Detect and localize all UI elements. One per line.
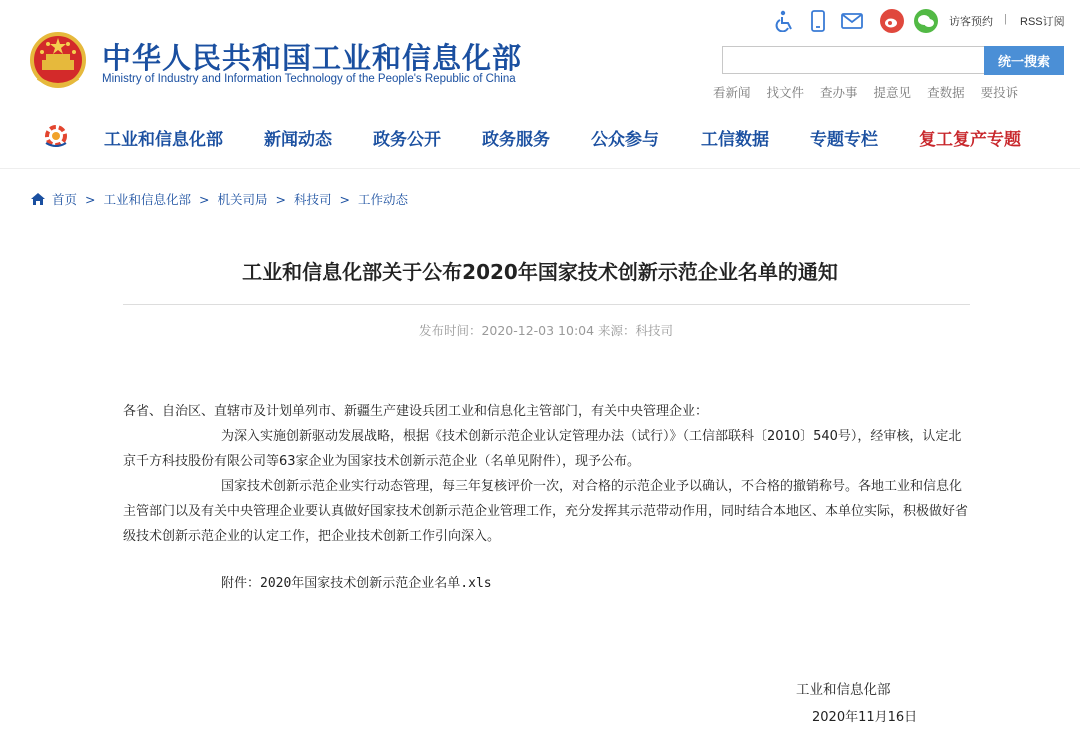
weibo-icon[interactable] <box>879 8 905 34</box>
breadcrumb-work-updates[interactable]: 工作动态 <box>358 192 409 207</box>
quick-link-documents[interactable]: 找文件 <box>766 85 805 100</box>
paragraph-text: 为深入实施创新驱动发展战略，根据《技术创新示范企业认定管理办法（试行）》（工信部联科〔2010〕540号），经审核，认定北京千方科技股份有限公司等63家企业为国家技术创新示范企业（名单见附件），现予公布。 <box>123 429 962 469</box>
nav-item-gov-affairs[interactable]: 政务公开 <box>373 130 441 150</box>
title-divider <box>123 304 970 305</box>
breadcrumb-separator: > <box>339 191 350 207</box>
nav-item-data[interactable]: 工信数据 <box>701 130 769 150</box>
breadcrumb-separator: > <box>275 191 286 207</box>
quick-links <box>713 83 1018 101</box>
breadcrumb-science-tech[interactable]: 科技司 <box>294 192 332 207</box>
search-button[interactable]: 统一搜索 <box>984 46 1064 75</box>
article-paragraph-announcement <box>123 424 973 474</box>
breadcrumb-separator: > <box>85 191 96 207</box>
article-title: 工业和信息化部关于公布2020年国家技术创新示范企业名单的通知 <box>242 260 838 284</box>
article-paragraph-recipients: 各省、自治区、直辖市及计划单列市、新疆生产建设兵团工业和信息化主管部门，有关中央管理企业： <box>123 404 709 419</box>
nav-item-resumption[interactable]: 复工复产专题 <box>919 130 1021 150</box>
national-emblem-logo[interactable] <box>28 30 88 92</box>
signature-date: 2020年11月16日 <box>812 710 918 725</box>
main-nav <box>0 123 1080 149</box>
breadcrumb-separator: > <box>199 191 210 207</box>
miit-logo-icon[interactable] <box>42 123 70 149</box>
article-paragraph-management <box>123 474 973 549</box>
mobile-icon[interactable] <box>805 8 831 34</box>
breadcrumb-home[interactable]: 首页 <box>52 192 78 207</box>
home-icon[interactable] <box>30 192 46 206</box>
article-meta: 发布时间：2020-12-03 10:04 来源：科技司 <box>418 323 674 338</box>
wechat-icon[interactable] <box>913 8 939 34</box>
top-link-separator: | <box>1004 13 1007 25</box>
visitor-appointment-link[interactable]: 访客预约 <box>949 16 993 28</box>
mail-icon[interactable] <box>839 8 865 34</box>
site-header <box>0 0 1080 169</box>
breadcrumb <box>30 190 408 208</box>
search-input[interactable] <box>722 46 984 74</box>
paragraph-text: 国家技术创新示范企业实行动态管理，每三年复核评价一次，对合格的示范企业予以确认，不合格的撤销称号。各地工业和信息化主管部门以及有关中央管理企业要认真做好国家技术创新示范企业管理工作，充分发挥其示范带动作用，同时结合本地区、本单位实际，积极做好省级技术创新示范企业的认定工作，把企业技术创新工作引向深入。 <box>123 479 969 544</box>
quick-link-complaint[interactable]: 要投诉 <box>980 85 1019 100</box>
quick-link-data[interactable]: 查数据 <box>927 85 965 100</box>
nav-item-gov-services[interactable]: 政务服务 <box>482 130 550 150</box>
breadcrumb-departments[interactable]: 机关司局 <box>217 192 268 207</box>
rss-link[interactable]: RSS订阅 <box>1020 16 1065 28</box>
nav-item-special-topics[interactable]: 专题专栏 <box>810 130 878 150</box>
site-subtitle: Ministry of Industry and Information Technology of the People's Republic of China <box>102 73 516 85</box>
nav-item-news[interactable]: 新闻动态 <box>264 130 332 150</box>
nav-item-miit[interactable]: 工业和信息化部 <box>104 130 223 150</box>
site-title[interactable]: 中华人民共和国工业和信息化部 <box>102 41 523 75</box>
quick-link-news[interactable]: 看新闻 <box>713 85 751 100</box>
signature: 工业和信息化部 <box>796 682 891 698</box>
accessibility-icon[interactable] <box>772 8 798 34</box>
breadcrumb-miit[interactable]: 工业和信息化部 <box>103 192 192 207</box>
nav-item-public-participation[interactable]: 公众参与 <box>591 130 659 150</box>
attachment-link[interactable]: 附件：2020年国家技术创新示范企业名单.xls <box>221 576 492 591</box>
quick-link-services[interactable]: 查办事 <box>820 85 858 100</box>
quick-link-feedback[interactable]: 提意见 <box>873 85 912 100</box>
